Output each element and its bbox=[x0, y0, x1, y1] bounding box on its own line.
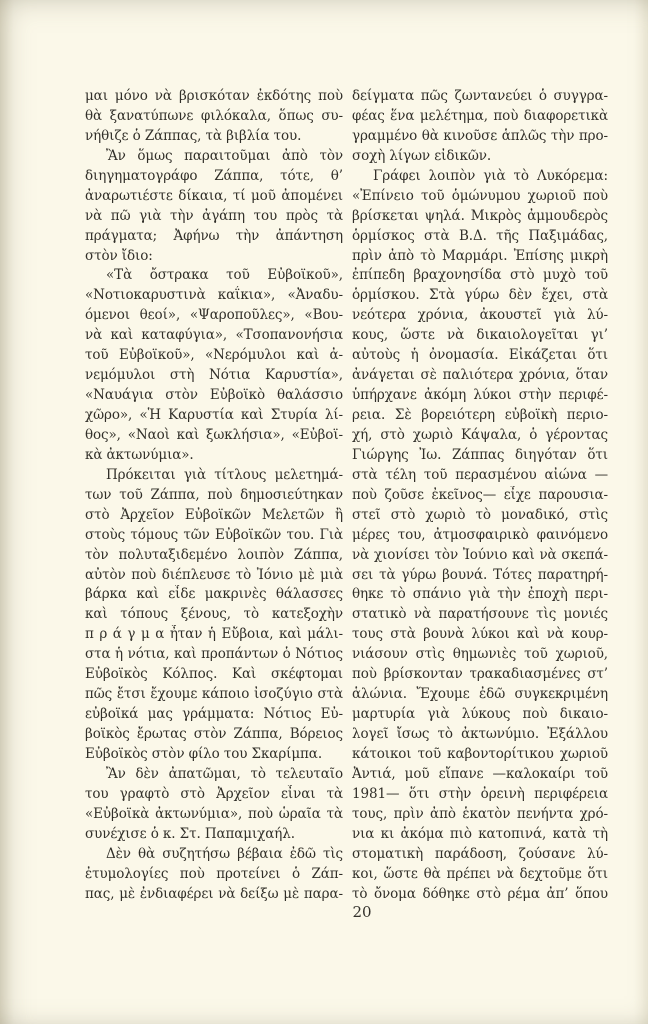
text-line: «Ἐπίνειο τοῦ ὁμώνυμου χωριοῦ ποὺ bbox=[352, 187, 608, 204]
text-line: δείγματα πῶς ζωντανεύει ὁ συγγρα- bbox=[352, 88, 608, 104]
text-line: όμενοι θεοί», «Ψαροποῦλες», «Βου- bbox=[85, 307, 343, 324]
text-line: Πρόκειται γιὰ τίτλους μελετημά- bbox=[106, 466, 343, 483]
text-line: νὰ καὶ καταφύγια», «Τσοπανονήσια bbox=[85, 327, 343, 344]
text-line: λογεῖ ἴσως τὸ ἀκτωνύμιο. Ἐξάλλου bbox=[352, 726, 608, 742]
page-number: 20 bbox=[352, 903, 372, 921]
text-line: νιάσουν στὶς θημωνιὲς τοῦ χωριοῦ, bbox=[352, 646, 608, 663]
text-line: πράγματα; Ἀφήνω τὴν ἀπάντηση bbox=[85, 227, 343, 244]
text-line: Ἂν ὅμως παραιτοῦμαι ἀπὸ τὸν bbox=[106, 147, 343, 164]
text-column-left bbox=[85, 87, 343, 904]
text-line: Ἀντιά, μοῦ εἴπανε —καλοκαίρι τοῦ bbox=[352, 765, 608, 782]
text-line: ποὺ ζοῦσε ἐκεῖνος— εἶχε παρουσια- bbox=[352, 486, 608, 503]
text-line: Ἂν δὲν ἀπατῶμαι, τὸ τελευταῖο bbox=[106, 765, 343, 782]
text-line: στὸν ἴδιο: bbox=[85, 247, 153, 264]
text-line: ἁλώνια. Ἔχουμε ἐδῶ συγκεκριμένη bbox=[352, 686, 608, 703]
text-line: αὐτοὺς ἡ ὀνομασία. Εἰκάζεται ὅτι bbox=[352, 347, 608, 364]
text-line: Γιώργης Ἰω. Ζάππας διηγόταν ὅτι bbox=[352, 446, 608, 463]
text-line: μαρτυρία γιὰ λύκους ποὺ δικαιο- bbox=[352, 706, 608, 723]
text-line: ποὺ βρίσκονταν τρακαδιασμένες στ’ bbox=[352, 666, 608, 683]
text-line: σει τὰ γύρω βουνά. Τότες παρατηρή- bbox=[352, 566, 608, 583]
text-line: γραμμένο θὰ κινοῦσε ἁπλῶς τὴν προ- bbox=[352, 127, 608, 144]
text-line: μέρες του, ἀτμοσφαιρικὸ φαινόμενο bbox=[352, 526, 608, 543]
text-line: κάτοικοι τοῦ καβοντορίτικου χωριοῦ bbox=[352, 745, 608, 762]
text-line: συνέχισε ὁ κ. Στ. Παπαμιχαήλ. bbox=[85, 825, 295, 842]
text-line: «Τὰ ὄστρακα τοῦ Εὐβοϊκοῦ», bbox=[106, 267, 343, 284]
text-line: στὰ τέλη τοῦ περασμένου αἰώνα — bbox=[352, 466, 608, 483]
text-line: Εὐβοϊκὸς στὸν φίλο του Σκαρίμπα. bbox=[85, 745, 323, 762]
text-line: ἀνάγεται σὲ παλιότερα χρόνια, ὅταν bbox=[352, 367, 608, 384]
text-line: ὁρμίσκος στὰ Β.Δ. τῆς Παξιμάδας, bbox=[352, 227, 608, 244]
text-line: βάρκα καὶ εἶδε μακρινὲς θάλασσες bbox=[85, 586, 343, 603]
text-line: κὰ ἀκτωνύμια». bbox=[85, 446, 194, 463]
text-line: ρεια. Σὲ βορειότερη εὐβοϊκὴ περιο- bbox=[352, 407, 608, 423]
text-line: Δὲν θὰ συζητήσω βέβαια ἐδῶ τὶς bbox=[106, 845, 343, 862]
text-line: 1981— ὅτι στὴν ὀρεινὴ περιφέρεια bbox=[352, 785, 608, 802]
text-line: «Εὐβοϊκὰ ἀκτωνύμια», ποὺ ὡραῖα τὰ bbox=[85, 805, 343, 822]
text-line: τους στὰ βουνὰ λύκοι καὶ νὰ κουρ- bbox=[352, 626, 608, 643]
text-line: ἀναρωτιέστε δίκαια, τί μοῦ ἀπομένει bbox=[85, 187, 343, 204]
text-line: πρὶν ἀπὸ τὸ Μαρμάρι. Ἐπίσης μικρὴ bbox=[352, 247, 608, 264]
text-line: στα ἡ νότια, καὶ προπάντων ὁ Νότιος bbox=[85, 646, 343, 663]
text-line: φέας ἕνα μελέτημα, ποὺ διαφορετικὰ bbox=[352, 107, 608, 124]
text-line: πῶς ἔτσι ἔχουμε κάποιο ἰσοζύγιο στὰ bbox=[85, 686, 343, 703]
text-line: στατικὸ νὰ παρατήσουνε τὶς μονιές bbox=[352, 606, 608, 623]
text-line: ὑπήρχανε ἀκόμη λύκοι στὴν περιφέ- bbox=[352, 387, 608, 404]
text-line: νὰ χιονίσει τὸν Ἰούνιο καὶ νὰ σκεπά- bbox=[352, 546, 608, 563]
text-line: τοῦ Εὐβοϊκοῦ», «Νερόμυλοι καὶ ἀ- bbox=[85, 347, 343, 364]
text-line: τὸν πολυταξιδεμένο λοιπὸν Ζάππα, bbox=[85, 546, 343, 563]
text-line: νεμόμυλοι στὴ Νότια Καρυστία», bbox=[85, 367, 343, 384]
text-line: καὶ τόπους ξένους, τὸ κατεξοχὴν bbox=[85, 606, 343, 623]
text-line: νήθιζε ὁ Ζάππας, τὰ βιβλία του. bbox=[85, 127, 302, 144]
text-line: στὸ Ἀρχεῖον Εὐβοϊκῶν Μελετῶν ἢ bbox=[85, 506, 343, 523]
text-line: ὁρμίσκου. Στὰ γύρω δὲν ἔχει, στὰ bbox=[352, 287, 608, 304]
text-line: κοι, ὥστε θὰ πρέπει νὰ δεχτοῦμε ὅτι bbox=[352, 865, 608, 882]
text-line: νεότερα χρόνια, ἀκουστεῖ γιὰ λύ- bbox=[352, 307, 608, 324]
text-line: αὐτὸν ποὺ διέπλευσε τὸ Ἰόνιο μὲ μιὰ bbox=[85, 566, 343, 583]
text-line: τους, πρὶν ἀπὸ ἑκατὸν πενήντα χρό- bbox=[352, 805, 608, 822]
text-line: χή, στὸ χωριὸ Κάψαλα, ὁ γέροντας bbox=[352, 426, 608, 443]
text-line: κους, ὥστε νὰ δικαιολογεῖται γι’ bbox=[352, 327, 608, 344]
text-line: μαι μόνο νὰ βρισκόταν ἐκδότης ποὺ bbox=[85, 88, 343, 104]
text-line: θηκε τὸ σπάνιο γιὰ τὴν ἐποχὴ περι- bbox=[352, 586, 608, 603]
text-line: πας, μὲ ἐνδιαφέρει νὰ δείξω μὲ παρα- bbox=[85, 885, 343, 902]
text-line: των τοῦ Ζάππα, ποὺ δημοσιεύτηκαν bbox=[85, 486, 343, 503]
text-line: εὐβοϊκά μας γράμματα: Νότιος Εὐ- bbox=[85, 706, 343, 723]
text-line: Γράφει λοιπὸν γιὰ τὸ Λυκόρεμα: bbox=[373, 167, 608, 184]
text-line: του γραφτὸ στὸ Ἀρχεῖον εἶναι τὰ bbox=[85, 785, 343, 802]
text-line: θὰ ξανατύπωνε φιλόκαλα, ὅπως συ- bbox=[85, 107, 343, 124]
text-line: «Ναυάγια στὸν Εὐβοϊκὸ θαλάσσιο bbox=[85, 387, 343, 404]
text-line: «Νοτιοκαρυστινὰ καΐκια», «Ἀναδυ- bbox=[85, 287, 343, 304]
text-line: χῶρο», «Ἡ Καρυστία καὶ Στυρία λί- bbox=[85, 407, 343, 423]
text-line: βοϊκὸς ἔρωτας στὸν Ζάππα, Βόρειος bbox=[85, 726, 343, 742]
text-line: στεῖ στὸ χωριὸ τὸ μοναδικό, στὶς bbox=[352, 506, 608, 523]
text-line: νὰ πῶ γιὰ τὴν ἀγάπη του πρὸς τὰ bbox=[85, 207, 343, 224]
text-line: π ρ ά γ μ α ἦταν ἡ Εὔβοια, καὶ μάλι- bbox=[85, 626, 343, 643]
text-line: τὸ ὄνομα δόθηκε στὸ ρέμα ἀπ’ ὅπου bbox=[352, 885, 608, 902]
text-line: στοματικὴ παράδοση, ζούσανε λύ- bbox=[352, 845, 608, 862]
text-line: βρίσκεται ψηλά. Μικρὸς ἀμμουδερὸς bbox=[352, 207, 608, 224]
text-line: θος», «Ναοὶ καὶ ξωκλήσια», «Εὐβοϊ- bbox=[85, 426, 343, 443]
text-line: ἐπίπεδη βραχονησίδα στὸ μυχὸ τοῦ bbox=[352, 267, 608, 284]
text-line: σοχὴ λίγων εἰδικῶν. bbox=[352, 147, 492, 164]
text-line: Εὐβοϊκὸς Κόλπος. Καὶ σκέφτομαι bbox=[85, 666, 343, 683]
text-line: νια κι ἀκόμα πιὸ κατοπινά, κατὰ τὴ bbox=[352, 825, 608, 842]
text-column-right bbox=[352, 87, 608, 904]
text-line: διηγηματογράφο Ζάππα, τότε, θ’ bbox=[85, 167, 343, 184]
text-line: ἐτυμολογίες ποὺ προτείνει ὁ Ζάπ- bbox=[85, 865, 343, 882]
text-line: στοὺς τόμους τῶν Εὐβοϊκῶν του. Γιὰ bbox=[85, 526, 343, 543]
